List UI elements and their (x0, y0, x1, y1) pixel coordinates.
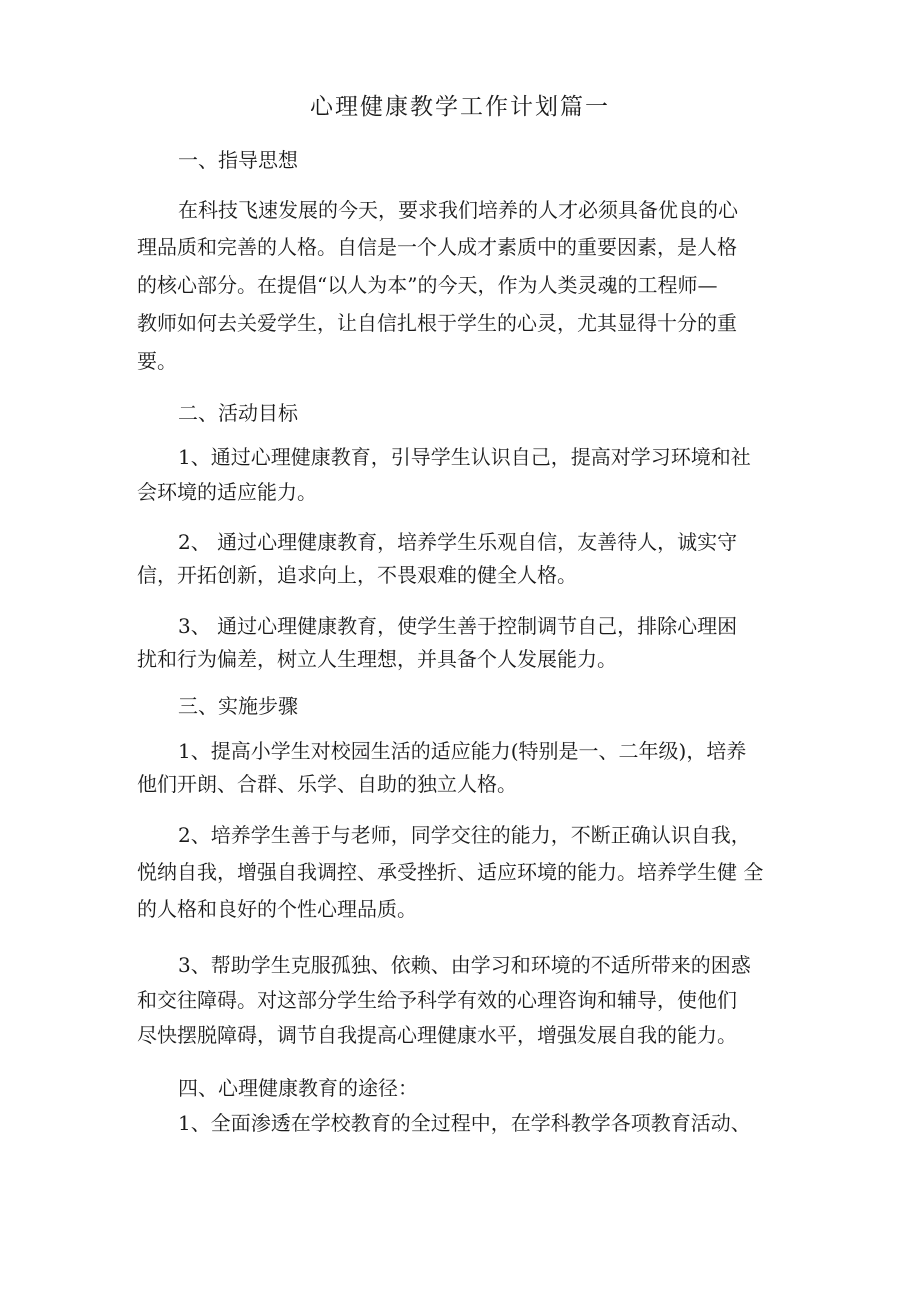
paragraph-line: 教师如何去关爱学生，让自信扎根于学生的心灵，尤其显得十分的重 (137, 311, 737, 335)
paragraph-line: 悦纳自我，增强自我调控、承受挫折、适应环境的能力。培养学生健 全 (137, 860, 764, 884)
paragraph-line: 在科技飞速发展的今天，要求我们培养的人才必须具备优良的心 (178, 198, 738, 222)
paragraph-line: 1、提高小学生对校园生活的适应能力(特别是一、二年级)，培养 (178, 739, 747, 763)
section-heading-approaches: 四、心理健康教育的途径： (178, 1076, 418, 1100)
section-heading-guiding-thought: 一、指导思想 (178, 148, 298, 172)
paragraph-line: 的核心部分。在提倡“以人为本”的今天，作为人类灵魂的工程师— (137, 273, 718, 297)
paragraph-line: 1、通过心理健康教育，引导学生认识自己，提高对学习环境和社 (178, 445, 751, 469)
paragraph-line: 2、培养学生善于与老师，同学交往的能力，不断正确认识自我， (178, 823, 751, 847)
paragraph-line: 会环境的适应能力。 (137, 480, 317, 504)
paragraph-line: 他们开朗、合群、乐学、自助的独立人格。 (137, 772, 517, 796)
paragraph-line: 尽快摆脱障碍，调节自我提高心理健康水平，增强发展自我的能力。 (137, 1023, 737, 1047)
paragraph-line: 1、全面渗透在学校教育的全过程中，在学科教学各项教育活动、 (178, 1111, 751, 1135)
section-heading-implementation-steps: 三、实施步骤 (178, 694, 298, 718)
paragraph-line: 信，开拓创新，追求向上，不畏艰难的健全人格。 (137, 563, 577, 587)
document-title: 心理健康教学工作计划篇一 (310, 94, 610, 120)
paragraph-line: 的人格和良好的个性心理品质。 (137, 897, 417, 921)
paragraph-line: 3、帮助学生克服孤独、依赖、由学习和环境的不适所带来的困惑 (178, 953, 751, 977)
paragraph-line: 要。 (137, 349, 177, 373)
paragraph-line: 理品质和完善的人格。自信是一个人成才素质中的重要因素，是人格 (137, 235, 737, 259)
paragraph-line: 2、 通过心理健康教育，培养学生乐观自信，友善待人，诚实守 (178, 530, 738, 554)
paragraph-line: 3、 通过心理健康教育，使学生善于控制调节自己，排除心理困 (178, 614, 738, 638)
paragraph-line: 扰和行为偏差，树立人生理想，并具备个人发展能力。 (137, 647, 617, 671)
paragraph-line: 和交往障碍。对这部分学生给予科学有效的心理咨询和辅导，使他们 (137, 988, 737, 1012)
section-heading-activity-goals: 二、活动目标 (178, 401, 298, 425)
